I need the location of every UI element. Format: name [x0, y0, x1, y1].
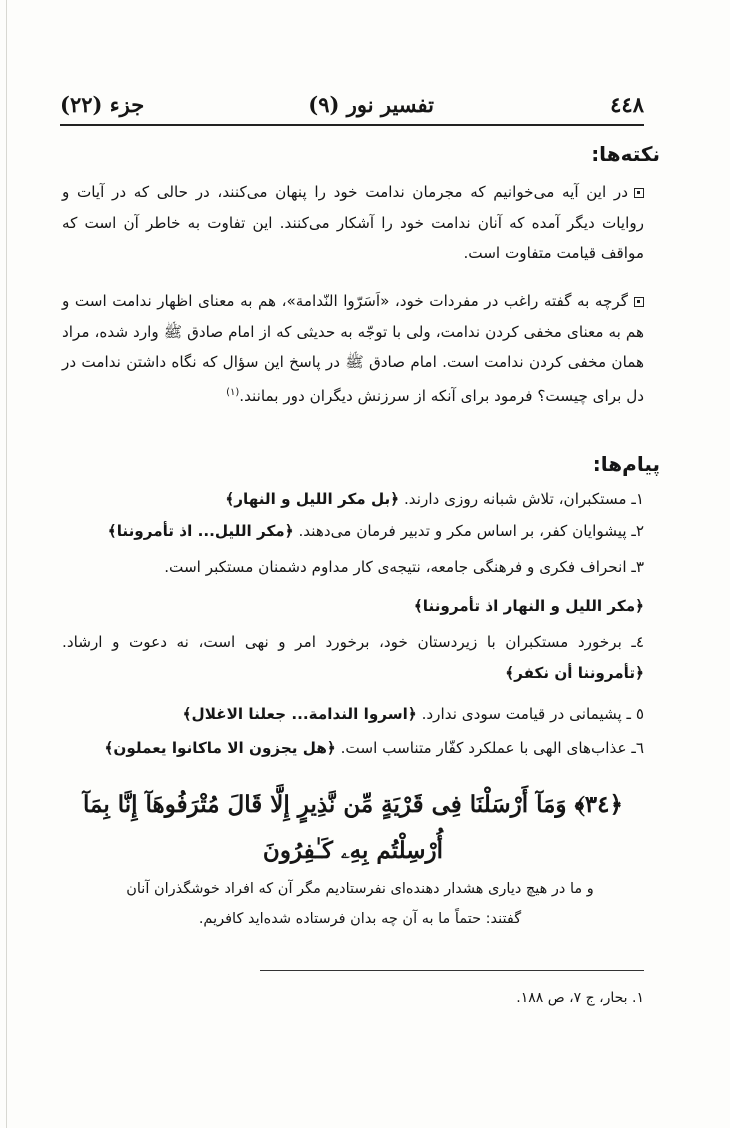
message-6-text: ٦ـ عذاب‌های الهی با عملکرد کفّار متناسب است. — [340, 739, 644, 757]
page-number: ٤٤٨ — [610, 92, 644, 117]
message-3 — [72, 552, 644, 582]
note-paragraph-2 — [62, 286, 644, 411]
message-5 — [72, 699, 644, 729]
footnote-ref: (۱) — [226, 386, 240, 398]
message-1-quote: ﴿بل مکر اللیل و النهار﴾ — [225, 490, 400, 508]
message-6 — [72, 733, 644, 763]
part-label: جزء (۲۲) — [60, 92, 145, 117]
message-4 — [62, 627, 644, 688]
notes-title: نکته‌ها: — [591, 142, 660, 166]
message-1 — [72, 484, 644, 514]
footnote-rule — [260, 970, 644, 971]
page-header — [60, 92, 644, 122]
messages-title: پیام‌ها: — [592, 452, 660, 476]
message-5-text: ٥ ـ پشیمانی در قیامت سودی ندارد. — [421, 705, 644, 723]
ayah-number: ﴿٣٤﴾ — [574, 791, 623, 818]
message-4-text: ٤ـ برخورد مستکبران با زیردستان خود، برخورد امر و نهی است، نه دعوت و ارشاد. — [62, 633, 644, 651]
square-bullet-icon — [634, 188, 644, 198]
book-title: تفسیر نور (۹) — [308, 92, 434, 117]
note-text-1: در این آیه می‌خوانیم که مجرمان ندامت خود را پنهان می‌کنند، در حالی که در آیات و روایات دیگر آمده که آنان ندامت خود را آشکار می‌کنند. این تفاوت به خاطر آن است که مواقف قیامت متفاوت است. — [62, 183, 644, 262]
message-4-quote: ﴿تأمروننا أن نکفر﴾ — [505, 663, 644, 682]
page-edge — [6, 0, 7, 1128]
ayah-block — [62, 782, 644, 874]
message-5-quote: ﴿اسروا الندامة... جعلنا الاغلال﴾ — [182, 705, 417, 723]
note-paragraph-1 — [62, 177, 644, 269]
message-1-text: ۱ـ مستکبران، تلاش شبانه روزی دارند. — [403, 490, 644, 508]
header-rule — [60, 124, 644, 126]
message-3-text: ۳ـ انحراف فکری و فرهنگی جامعه، نتیجه‌ی کار مداوم دشمنان مستکبر است. — [164, 558, 644, 576]
message-2 — [72, 516, 644, 546]
message-6-quote: ﴿هل یجزون الا ماکانوا یعملون﴾ — [104, 739, 336, 757]
ayah-translation: و ما در هیچ دیاری هشدار دهنده‌ای نفرستادیم مگر آن که افراد خوشگذران آنان گفتند: حتماً ما به آن چه بدان فرستاده شده‌اید کافریم. — [126, 881, 594, 927]
message-3-quote-line — [72, 591, 644, 621]
message-2-quote: ﴿مکر اللیل... اذ تأمروننا﴾ — [107, 522, 294, 540]
message-2-text: ۲ـ پیشوایان کفر، بر اساس مکر و تدبیر فرمان می‌دهند. — [298, 522, 644, 540]
square-bullet-icon — [634, 297, 644, 307]
footnote: ۱. بحار، ج ۷، ص ۱۸۸. — [516, 990, 644, 1006]
message-3-quote: ﴿مکر اللیل و النهار اذ تأمروننا﴾ — [413, 597, 644, 615]
ayah-text: وَمَآ أَرْسَلْنَا فِى قَرْيَةٍ مِّن نَّذِيرٍ إِلَّا قَالَ مُتْرَفُوهَآ إِنَّا بِمَآ أُرْسِلْتُم بِهِۦ كَـٰفِرُونَ — [83, 791, 567, 864]
note-text-2: گرچه به گفته راغب در مفردات خود، «اَسَرّوا النّدامة»، هم به معنای اظهار ندامت است و هم به معنای مخفی کردن ندامت، ولی با توجّه به حدیثی که از امام صادق ﷺ وارد شده، مراد همان مخفی کردن ندامت است. امام صادق ﷺ در پاسخ این سؤال که نگاه داشتن ندامت در دل برای چیست؟ فرمود برای آنکه از سرزنش دیگران دور بمانند. — [62, 292, 644, 405]
